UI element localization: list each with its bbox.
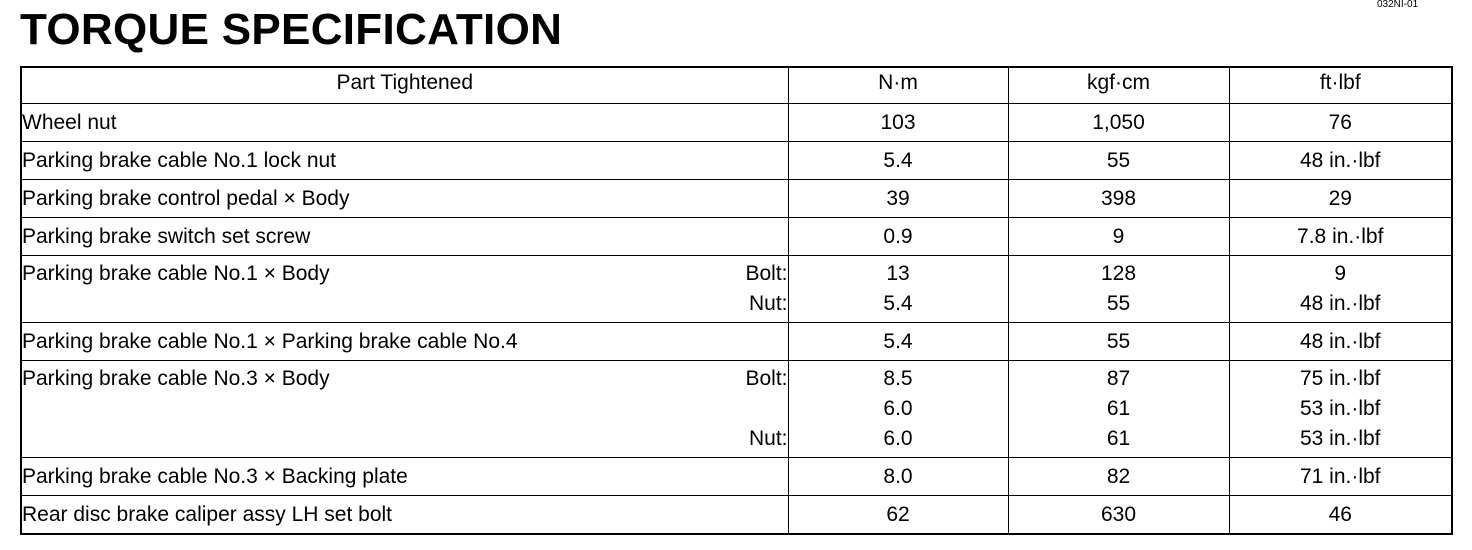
torque-value: 71 in.·lbf xyxy=(1299,465,1381,488)
part-cell xyxy=(21,361,788,458)
torque-kgf-cm-cell xyxy=(1008,361,1229,458)
torque-value: 9 xyxy=(1112,225,1125,248)
torque-kgf-cm-cell xyxy=(1008,458,1229,496)
torque-value: 53 in.·lbf xyxy=(1299,427,1381,450)
part-line xyxy=(22,458,788,495)
torque-value: 48 in.·lbf xyxy=(1299,292,1381,315)
part-name: Rear disc brake caliper assy LH set bolt xyxy=(22,503,392,526)
torque-value: 55 xyxy=(1106,149,1131,172)
part-cell xyxy=(21,218,788,256)
table-row xyxy=(21,496,1452,535)
fastener-label: Bolt: xyxy=(745,262,788,285)
torque-value: 398 xyxy=(1100,187,1137,210)
torque-value: 46 xyxy=(1328,503,1352,526)
torque-value: 6.0 xyxy=(883,427,913,450)
torque-kgf-cm-cell xyxy=(1008,180,1229,218)
torque-ft-lbf-cell xyxy=(1229,496,1452,535)
torque-value: 61 xyxy=(1106,427,1131,450)
torque-value: 1,050 xyxy=(1092,111,1145,134)
torque-nm-cell xyxy=(788,458,1008,496)
torque-ft-lbf-cell xyxy=(1229,104,1452,142)
part-line xyxy=(22,259,788,289)
torque-kgf-cm-cell xyxy=(1008,218,1229,256)
torque-ft-lbf-cell xyxy=(1229,323,1452,361)
document-id: 032NI-01 xyxy=(1377,0,1419,10)
table-row xyxy=(21,256,1452,323)
torque-nm-cell xyxy=(788,104,1008,142)
part-name: Parking brake control pedal × Body xyxy=(22,187,350,210)
torque-kgf-cm-cell xyxy=(1008,142,1229,180)
table-row xyxy=(21,218,1452,256)
torque-value: 55 xyxy=(1106,292,1131,315)
part-name: Wheel nut xyxy=(22,111,117,134)
table-row xyxy=(21,323,1452,361)
part-cell xyxy=(21,496,788,535)
part-line xyxy=(22,364,788,394)
torque-kgf-cm-cell xyxy=(1008,496,1229,535)
part-name: Parking brake cable No.1 × Parking brake cable No.4 xyxy=(22,330,518,353)
torque-value: 128 xyxy=(1100,262,1137,285)
torque-spec-table xyxy=(20,66,1453,535)
torque-nm-cell xyxy=(788,180,1008,218)
table-body xyxy=(21,104,1452,535)
torque-ft-lbf-cell xyxy=(1229,361,1452,458)
torque-ft-lbf-cell xyxy=(1229,458,1452,496)
torque-nm-cell xyxy=(788,361,1008,458)
torque-value: 5.4 xyxy=(883,292,913,315)
torque-value: 13 xyxy=(886,262,910,285)
torque-nm-cell xyxy=(788,256,1008,323)
part-line xyxy=(22,394,788,424)
table-row xyxy=(21,142,1452,180)
torque-ft-lbf-cell xyxy=(1229,180,1452,218)
part-name: Parking brake cable No.1 × Body xyxy=(22,262,330,285)
torque-kgf-cm-cell xyxy=(1008,256,1229,323)
torque-value: 48 in.·lbf xyxy=(1299,330,1381,353)
part-line xyxy=(22,424,788,454)
torque-kgf-cm-cell xyxy=(1008,104,1229,142)
torque-value: 61 xyxy=(1106,397,1131,420)
torque-nm-cell xyxy=(788,496,1008,535)
torque-value: 29 xyxy=(1328,187,1352,210)
torque-value: 8.5 xyxy=(883,367,913,390)
torque-value: 76 xyxy=(1328,111,1352,134)
torque-ft-lbf-cell xyxy=(1229,142,1452,180)
header-nm: N·m xyxy=(788,67,1008,104)
table-row xyxy=(21,458,1452,496)
part-name: Parking brake switch set screw xyxy=(22,225,311,248)
part-cell xyxy=(21,458,788,496)
table-row xyxy=(21,104,1452,142)
part-cell xyxy=(21,323,788,361)
fastener-label: Nut: xyxy=(748,292,788,315)
torque-value: 5.4 xyxy=(883,330,913,353)
part-line xyxy=(22,180,788,217)
part-name: Parking brake cable No.3 × Body xyxy=(22,367,330,390)
part-line xyxy=(22,218,788,255)
torque-value: 55 xyxy=(1106,330,1131,353)
table-row xyxy=(21,361,1452,458)
torque-nm-cell xyxy=(788,323,1008,361)
page-title: TORQUE SPECIFICATION xyxy=(20,5,563,54)
torque-value: 62 xyxy=(886,503,910,526)
part-line xyxy=(22,323,788,360)
table-row xyxy=(21,180,1452,218)
part-line xyxy=(22,496,788,533)
part-cell xyxy=(21,180,788,218)
part-cell xyxy=(21,256,788,323)
part-name: Parking brake cable No.3 × Backing plate xyxy=(22,465,408,488)
fastener-label: Nut: xyxy=(748,427,788,450)
torque-value: 5.4 xyxy=(883,149,913,172)
torque-value: 103 xyxy=(880,111,916,134)
table-header-row xyxy=(21,67,1452,104)
header-part-tightened: Part Tightened xyxy=(21,67,788,104)
torque-value: 8.0 xyxy=(883,465,913,488)
torque-value: 53 in.·lbf xyxy=(1299,397,1381,420)
torque-nm-cell xyxy=(788,142,1008,180)
torque-value: 75 in.·lbf xyxy=(1299,367,1381,390)
fastener-label: Bolt: xyxy=(745,367,788,390)
torque-value: 630 xyxy=(1100,503,1137,526)
part-cell xyxy=(21,104,788,142)
torque-value: 39 xyxy=(886,187,910,210)
torque-ft-lbf-cell xyxy=(1229,256,1452,323)
torque-nm-cell xyxy=(788,218,1008,256)
torque-value: 82 xyxy=(1106,465,1131,488)
torque-value: 48 in.·lbf xyxy=(1299,149,1381,172)
part-line xyxy=(22,142,788,179)
part-name: Parking brake cable No.1 lock nut xyxy=(22,149,337,172)
torque-value: 9 xyxy=(1334,262,1347,285)
header-kgf-cm: kgf·cm xyxy=(1008,67,1229,104)
torque-kgf-cm-cell xyxy=(1008,323,1229,361)
header-ft-lbf: ft·lbf xyxy=(1229,67,1452,104)
part-cell xyxy=(21,142,788,180)
part-line xyxy=(22,289,788,319)
torque-value: 6.0 xyxy=(883,397,913,420)
torque-value: 0.9 xyxy=(883,225,913,248)
torque-ft-lbf-cell xyxy=(1229,218,1452,256)
torque-value: 7.8 in.·lbf xyxy=(1297,225,1384,248)
part-line xyxy=(22,104,788,141)
torque-value: 87 xyxy=(1106,367,1131,390)
